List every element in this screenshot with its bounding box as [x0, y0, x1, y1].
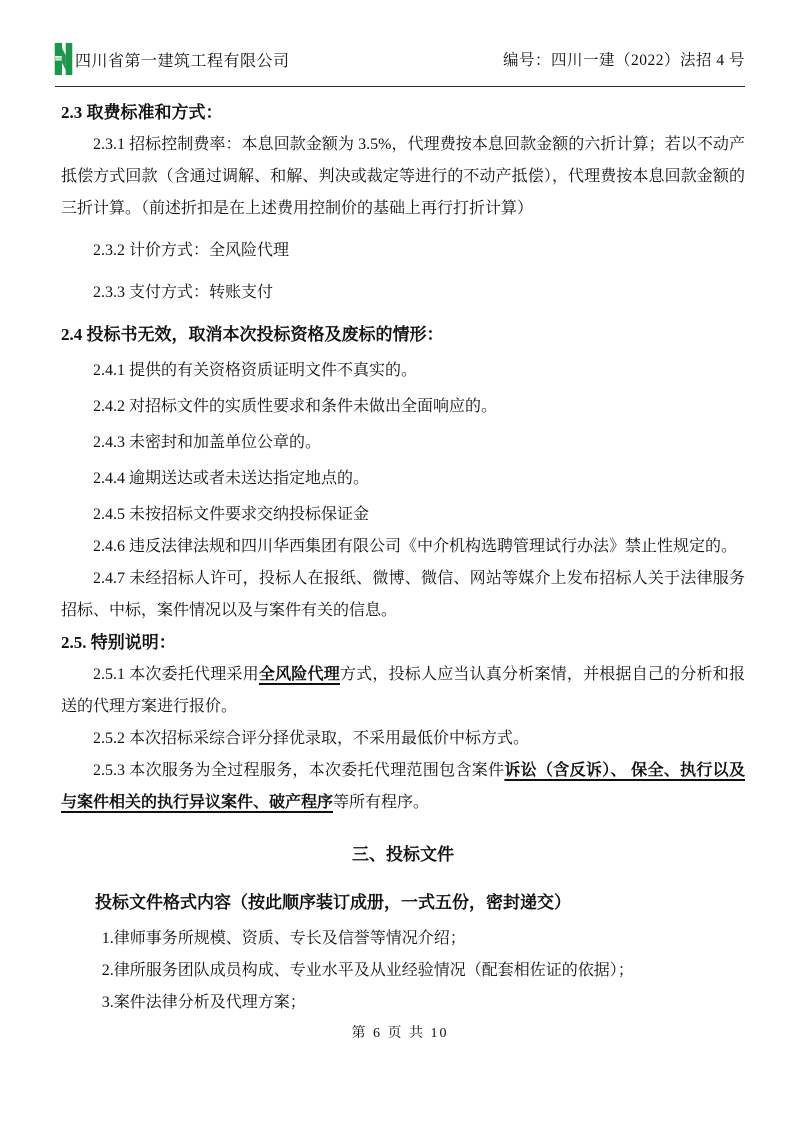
section-2-5-heading [61, 627, 745, 659]
text-run: 2.5.1 本次委托代理采用 [93, 666, 259, 683]
text-run: 2.3 取费标准和方式： [61, 103, 223, 122]
text-run: 2.律所服务团队成员构成、专业水平及从业经验情况（配套相佐证的依据）； [101, 962, 634, 979]
text-run: 1.律师事务所规模、资质、专长及信誉等情况介绍； [101, 930, 466, 947]
logo-text: HUAXI [55, 58, 63, 61]
section-3-heading [61, 839, 745, 871]
text-run: 2.4 投标书无效，取消本次投标资格及废标的情形： [61, 325, 444, 344]
header-divider [55, 86, 745, 87]
text-run: 投标文件格式内容（按此顺序装订成册，一式五份，密封递交） [95, 893, 571, 912]
doc-number: 编号：四川一建（2022）法招 4 号 [502, 52, 745, 69]
huaxi-logo-icon [54, 42, 73, 76]
bid-doc-item-3 [61, 987, 745, 1019]
clause-2-4-5 [61, 499, 745, 531]
text-run: 2.4.5 未按招标文件要求交纳投标保证金 [93, 506, 370, 523]
text-run: 2.4.3 未密封和加盖单位公章的。 [93, 434, 322, 451]
text-run: 2.5.2 本次招标采综合评分择优录取，不采用最低价中标方式。 [93, 730, 530, 747]
clause-2-3-1 [61, 129, 745, 225]
bid-doc-item-1 [61, 923, 745, 955]
text-run: 2.5. 特别说明： [61, 633, 176, 652]
header-left [54, 42, 290, 76]
section-2-3-heading [61, 97, 745, 129]
clause-2-5-2 [61, 723, 745, 755]
section-2-4-heading [61, 319, 745, 351]
clause-2-5-3 [61, 755, 745, 819]
text-run: 等所有程序。 [333, 794, 430, 811]
text-run: 2.4.6 违反法律法规和四川华西集团有限公司《中介机构选聘管理试行办法》禁止性规定的。 [93, 538, 738, 555]
text-run: 方式，投标人应当认真分析案情，并根据自己的分析和报送的代理方案进行报价。 [61, 666, 745, 715]
clause-2-4-2 [61, 391, 745, 423]
text-run: 2.4.4 逾期送达或者未送达指定地点的。 [93, 470, 370, 487]
text-run: 全风险代理 [258, 666, 340, 683]
clause-2-4-3 [61, 427, 745, 459]
clause-2-4-6 [61, 531, 745, 563]
clause-2-5-1 [61, 659, 745, 723]
page-header [54, 40, 745, 78]
text-run: 2.5.3 本次服务为全过程服务，本次委托代理范围包含案件 [93, 762, 505, 779]
text-run: 2.3.1 招标控制费率：本息回款金额为 3.5%，代理费按本息回款金额的六折计算；若以不动产抵偿方式回款（含通过调解、和解、判决或裁定等进行的不动产抵偿），代理费按本息回款金额的三折计算。（前述折扣是在上述费用控制价的基础上再行打折计算） [61, 136, 745, 217]
text-run: 3.案件法律分析及代理方案； [101, 994, 306, 1011]
text-run: 2.4.7 未经招标人许可，投标人在报纸、微博、微信、网站等媒介上发布招标人关于法律服务招标、中标，案件情况以及与案件有关的信息。 [61, 570, 745, 619]
page-footer [0, 1022, 800, 1042]
bid-doc-format-heading [61, 887, 745, 919]
clause-2-3-3 [61, 277, 745, 309]
bid-doc-item-2 [61, 955, 745, 987]
clause-2-4-1 [61, 355, 745, 387]
document-body [61, 97, 745, 1019]
text-run: 诉讼（含反诉）、 保全、执行以及与案件相关的执行异议案件、破产程序 [61, 762, 745, 811]
clause-2-4-4 [61, 463, 745, 495]
text-run: 2.3.3 支付方式：转账支付 [93, 284, 274, 301]
text-run: 2.4.2 对招标文件的实质性要求和条件未做出全面响应的。 [93, 398, 498, 415]
text-run: 2.3.2 计价方式：全风险代理 [93, 242, 290, 259]
clause-2-4-7 [61, 563, 745, 627]
page-number: 第 6 页 共 10 [351, 1026, 449, 1041]
clause-2-3-2 [61, 235, 745, 267]
text-run: 2.4.1 提供的有关资格资质证明文件不真实的。 [93, 362, 418, 379]
text-run: 三、投标文件 [352, 845, 454, 864]
company-name: 四川省第一建筑工程有限公司 [75, 52, 290, 70]
